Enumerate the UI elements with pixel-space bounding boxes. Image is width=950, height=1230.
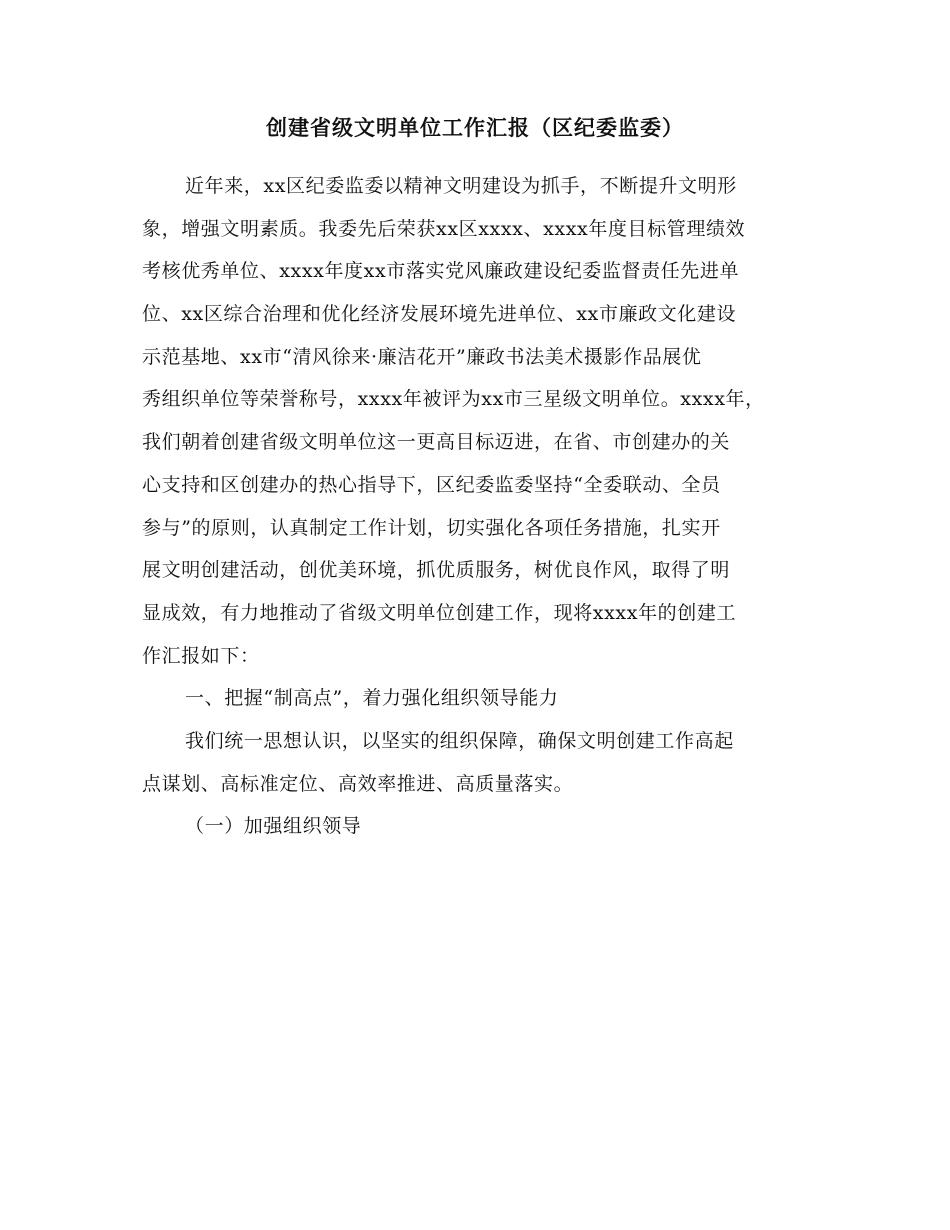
section-heading: 一、把握“制高点”，着力强化组织领导能力 [185, 687, 559, 710]
paragraph-line: 展文明创建活动，创优美环境，抓优质服务，树优良作风，取得了明 [142, 559, 731, 582]
paragraph-line: 心支持和区创建办的热心指导下，区纪委监委坚持“全委联动、全员 [142, 473, 721, 496]
paragraph-line: 点谋划、高标准定位、高效率推进、高质量落实。 [142, 772, 574, 795]
document-title: 创建省级文明单位工作汇报（区纪委监委） [266, 115, 684, 140]
paragraph-line: 我们统一思想认识，以坚实的组织保障，确保文明创建工作高起 [185, 729, 734, 752]
paragraph-line: 显成效，有力地推动了省级文明单位创建工作，现将xxxx年的创建工 [142, 601, 737, 624]
paragraph-line: 象，增强文明素质。我委先后荣获xx区xxxx、xxxx年度目标管理绩效 [142, 217, 746, 240]
paragraph-line: 参与”的原则，认真制定工作计划，切实强化各项任务措施，扎实开 [142, 516, 721, 539]
paragraph-line: 示范基地、xx市“清风徐来·廉洁花开”廉政书法美术摄影作品展优 [142, 345, 702, 368]
subsection-heading: （一）加强组织领导 [185, 815, 362, 838]
paragraph-line: 考核优秀单位、xxxx年度xx市落实党风廉政建设纪委监督责任先进单 [142, 260, 740, 283]
paragraph-line: 近年来，xx区纪委监委以精神文明建设为抓手，不断提升文明形 [185, 175, 737, 197]
paragraph-line: 位、xx区综合治理和优化经济发展环境先进单位、xx市廉政文化建设 [142, 303, 737, 326]
paragraph-line: 我们朝着创建省级文明单位这一更高目标迈进，在省、市创建办的关 [142, 431, 731, 454]
paragraph-line: 作汇报如下： [142, 644, 260, 667]
document-body [142, 165, 832, 848]
paragraph-line: 秀组织单位等荣誉称号，xxxx年被评为xx市三星级文明单位。xxxx年， [142, 388, 765, 411]
